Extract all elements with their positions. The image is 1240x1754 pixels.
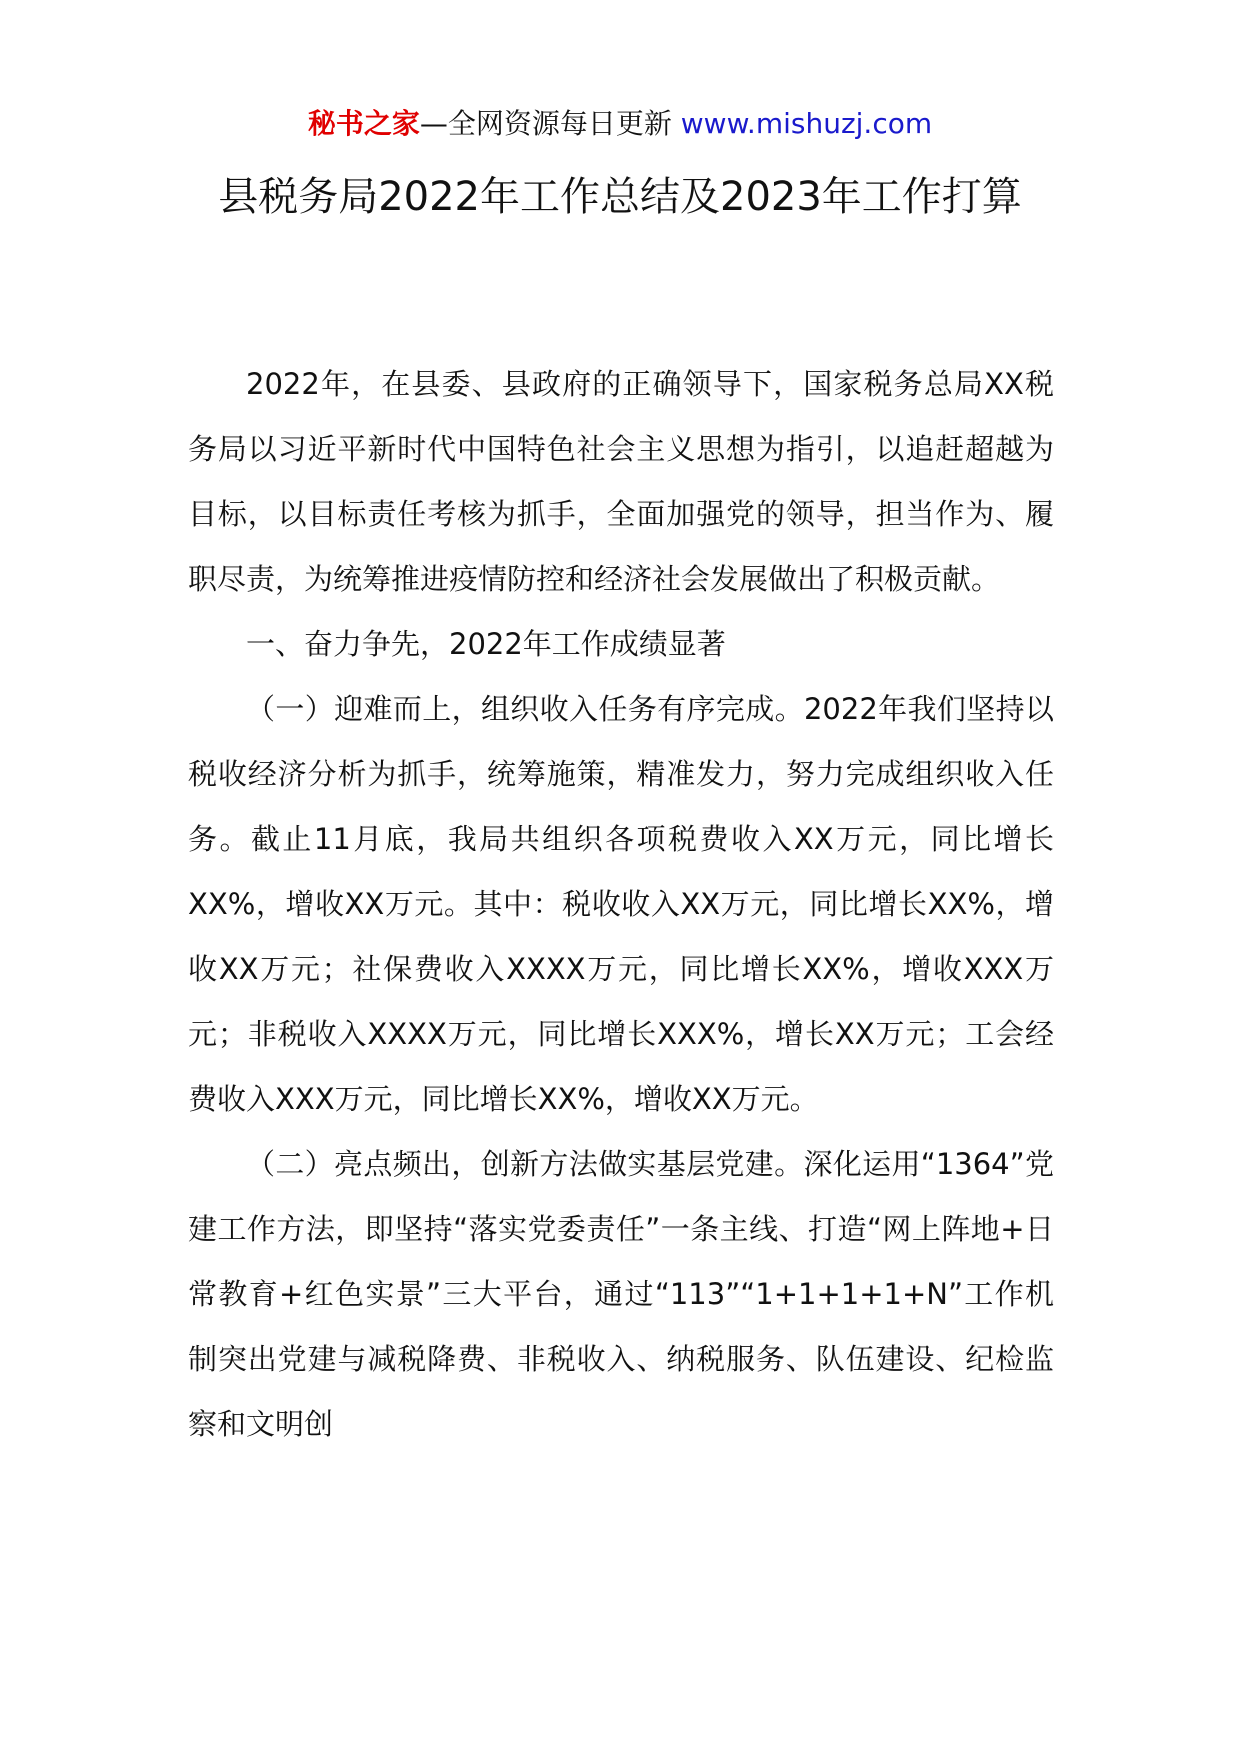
document-title: 县税务局2022年工作总结及2023年工作打算 xyxy=(218,174,1022,220)
site-banner xyxy=(0,104,1240,144)
intro-paragraph: 2022年，在县委、县政府的正确领导下，国家税务总局XX税务局以习近平新时代中国特色社会主义思想为指引，以追赶超越为目标，以目标责任考核为抓手，全面加强党的领导，担当作为、履职尽责，为统筹推进疫情防控和经济社会发展做出了积极贡献。 xyxy=(188,367,1054,596)
section-heading: 一、奋力争先，2022年工作成绩显著 xyxy=(246,627,726,661)
party-building-paragraph: （二）亮点频出，创新方法做实基层党建。深化运用“1364”党建工作方法，即坚持“落实党委责任”一条主线、打造“网上阵地+日常教育+红色实景”三大平台，通过“113”“1+1+1+1+N”工作机制突出党建与减税降费、非税收入、纳税服务、队伍建设、纪检监察和文明创 xyxy=(188,1147,1054,1441)
revenue-paragraph: （一）迎难而上，组织收入任务有序完成。2022年我们坚持以税收经济分析为抓手，统筹施策，精准发力，努力完成组织收入任务。截止11月底，我局共组织各项税费收入XX万元，同比增长XX%，增收XX万元。其中：税收收入XX万元，同比增长XX%，增收XX万元；社保费收入XXXX万元，同比增长XX%，增收XXX万元；非税收入XXXX万元，同比增长XXX%，增长XX万元；工会经费收入XXX万元，同比增长XX%，增收XX万元。 xyxy=(188,692,1054,1116)
document-body xyxy=(188,352,1054,1457)
brand-name: 秘书之家 xyxy=(307,107,420,140)
banner-slogan: —全网资源每日更新 xyxy=(419,107,681,140)
site-url-link[interactable]: www.mishuzj.com xyxy=(680,107,933,140)
